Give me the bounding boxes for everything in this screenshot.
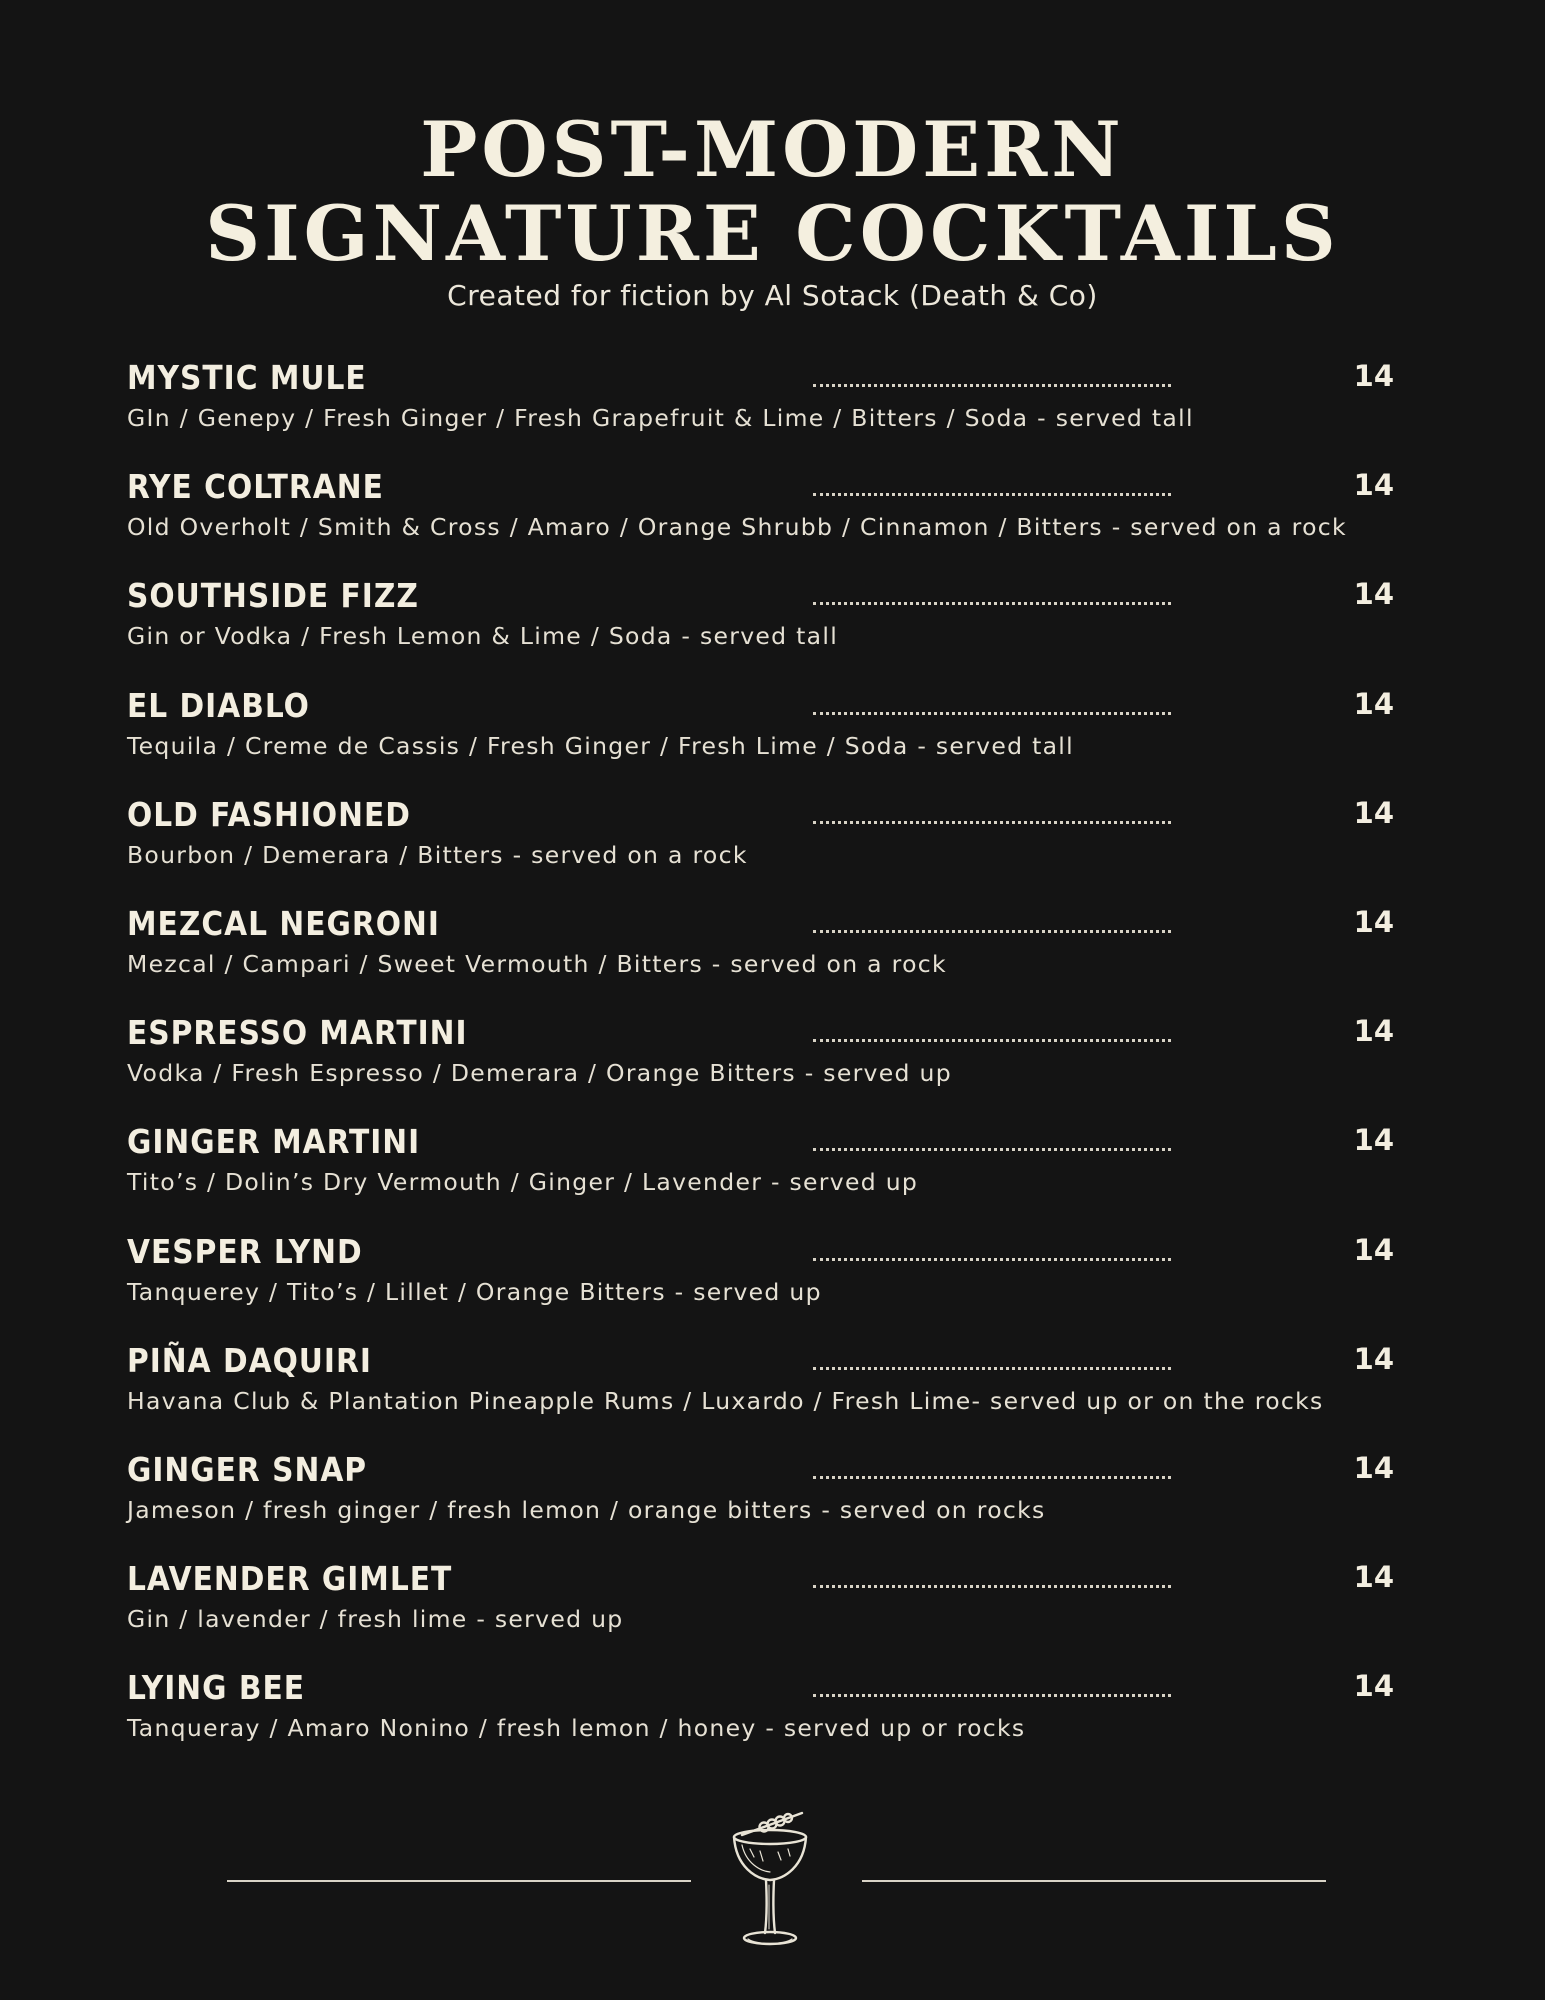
item-name: EL DIABLO xyxy=(127,685,310,725)
menu-item xyxy=(127,572,1427,681)
dotted-leader xyxy=(813,493,1171,496)
dotted-leader xyxy=(813,821,1171,824)
menu-item xyxy=(127,1118,1427,1227)
menu-item xyxy=(127,463,1427,572)
item-name: OLD FASHIONED xyxy=(127,794,411,834)
dotted-leader xyxy=(813,1367,1171,1370)
item-price: 14 xyxy=(1353,468,1394,503)
dotted-leader xyxy=(813,384,1171,387)
item-price: 14 xyxy=(1353,904,1394,939)
item-price: 14 xyxy=(1353,1341,1394,1376)
item-description: Jameson / fresh ginger / fresh lemon / orange bitters - served on rocks xyxy=(127,1495,1046,1524)
menu-item xyxy=(127,1337,1427,1446)
dotted-leader xyxy=(813,602,1171,605)
page-title-line-2: SIGNATURE COCKTAILS xyxy=(205,189,1340,278)
menu-item xyxy=(127,354,1427,463)
item-name: GINGER SNAP xyxy=(127,1449,368,1489)
item-name: SOUTHSIDE FIZZ xyxy=(127,576,419,616)
item-name: PIÑA DAQUIRI xyxy=(127,1340,372,1380)
item-description: Bourbon / Demerara / Bitters - served on a rock xyxy=(127,840,748,869)
item-description: Tanqueray / Amaro Nonino / fresh lemon / honey - served up or rocks xyxy=(127,1714,1026,1743)
cocktail-list xyxy=(127,354,1427,1773)
dotted-leader xyxy=(813,1476,1171,1479)
dotted-leader xyxy=(813,930,1171,933)
item-name: MEZCAL NEGRONI xyxy=(127,903,440,943)
item-name: MYSTIC MULE xyxy=(127,358,367,397)
item-price: 14 xyxy=(1353,1014,1394,1049)
menu-item xyxy=(127,1228,1427,1337)
item-price: 14 xyxy=(1353,1232,1394,1267)
item-description: Mezcal / Campari / Sweet Vermouth / Bitters - served on a rock xyxy=(127,949,947,978)
item-price: 14 xyxy=(1353,577,1394,612)
item-name: ESPRESSO MARTINI xyxy=(127,1013,468,1053)
item-name: LAVENDER GIMLET xyxy=(127,1559,453,1599)
item-price: 14 xyxy=(1353,1669,1394,1704)
item-description: Gin / lavender / fresh lime - served up xyxy=(127,1605,624,1634)
footer-divider-right xyxy=(862,1880,1326,1882)
menu-item xyxy=(127,1555,1427,1664)
footer-divider-left xyxy=(227,1880,691,1882)
dotted-leader xyxy=(813,1585,1171,1588)
item-description: GIn / Genepy / Fresh Ginger / Fresh Grapefruit & Lime / Bitters / Soda - served tall xyxy=(127,404,1194,432)
cocktail-glass-icon xyxy=(720,1805,820,1955)
menu-item xyxy=(127,1009,1427,1118)
page-subtitle: Created for fiction by Al Sotack (Death & Co) xyxy=(447,279,1098,312)
menu-item xyxy=(127,900,1427,1009)
menu-item xyxy=(127,1446,1427,1555)
item-description: Old Overholt / Smith & Cross / Amaro / Orange Shrubb / Cinnamon / Bitters - served on a rock xyxy=(127,513,1347,542)
menu-item xyxy=(127,682,1427,791)
item-price: 14 xyxy=(1353,1450,1394,1485)
page-title-line-1: POST-MODERN xyxy=(420,105,1125,194)
item-name: GINGER MARTINI xyxy=(127,1122,421,1162)
item-price: 14 xyxy=(1353,686,1394,721)
item-description: Tanquerey / Tito’s / Lillet / Orange Bitters - served up xyxy=(127,1277,822,1306)
item-name: VESPER LYND xyxy=(127,1231,363,1271)
item-description: Havana Club & Plantation Pineapple Rums / Luxardo / Fresh Lime- served up or on the rocks xyxy=(127,1386,1324,1415)
item-name: RYE COLTRANE xyxy=(127,467,384,507)
menu-item xyxy=(127,1664,1427,1773)
dotted-leader xyxy=(813,712,1171,715)
item-description: Tequila / Creme de Cassis / Fresh Ginger / Fresh Lime / Soda - served tall xyxy=(127,731,1074,760)
dotted-leader xyxy=(813,1694,1171,1697)
item-price: 14 xyxy=(1353,1123,1394,1158)
item-price: 14 xyxy=(1353,795,1394,830)
dotted-leader xyxy=(813,1148,1171,1151)
dotted-leader xyxy=(813,1039,1171,1042)
item-name: LYING BEE xyxy=(127,1668,306,1708)
item-price: 14 xyxy=(1353,1560,1394,1595)
item-description: Gin or Vodka / Fresh Lemon & Lime / Soda - served tall xyxy=(127,622,839,651)
item-description: Tito’s / Dolin’s Dry Vermouth / Ginger / Lavender - served up xyxy=(127,1168,919,1197)
item-price: 14 xyxy=(1353,359,1394,393)
dotted-leader xyxy=(813,1258,1171,1261)
menu-header xyxy=(0,105,1545,314)
item-description: Vodka / Fresh Espresso / Demerara / Orange Bitters - served up xyxy=(127,1059,952,1088)
menu-item xyxy=(127,791,1427,900)
